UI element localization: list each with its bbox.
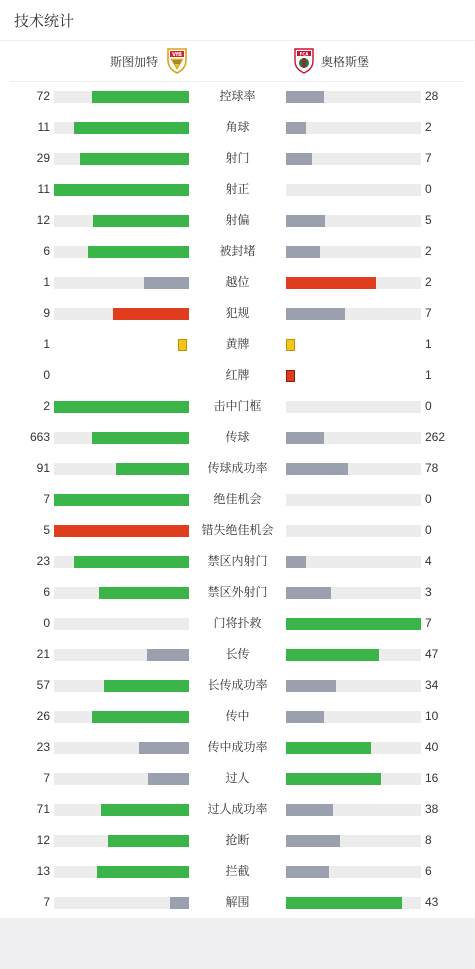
away-stat-bar-fill	[286, 618, 421, 630]
home-stat-bar	[54, 432, 189, 444]
stat-label: 射正	[225, 182, 250, 196]
away-stat-value: 0	[425, 399, 432, 413]
stat-label: 错失绝佳机会	[201, 523, 274, 537]
stat-label: 抢断	[225, 833, 250, 847]
stat-label: 射偏	[225, 213, 250, 227]
home-stat-bar-fill	[92, 432, 189, 444]
home-team[interactable]	[110, 48, 188, 74]
away-stat-value: 34	[425, 678, 439, 692]
home-stat-bar	[54, 122, 189, 134]
yellow-card-icon	[178, 339, 187, 351]
home-stat-bar-fill	[74, 122, 189, 134]
away-stat-value: 7	[425, 151, 432, 165]
stat-row	[0, 701, 475, 732]
stat-label: 禁区内射门	[207, 554, 268, 568]
away-stat-bar-fill	[286, 649, 379, 661]
away-stat-value: 4	[425, 554, 432, 568]
away-stat-value: 6	[425, 864, 432, 878]
stat-row	[0, 267, 475, 298]
divider	[0, 40, 475, 41]
home-stat-bar	[54, 463, 189, 475]
stat-row	[0, 329, 475, 360]
vfb-stuttgart-crest-icon	[166, 48, 188, 74]
home-team-name: 斯图加特	[109, 54, 158, 69]
home-stat-bar	[54, 804, 189, 816]
svg-text:FCA: FCA	[299, 51, 309, 57]
home-stat-bar	[54, 277, 189, 289]
away-stat-bar-fill	[286, 835, 340, 847]
home-stat-bar	[54, 587, 189, 599]
home-stat-bar-fill	[88, 246, 189, 258]
away-stat-bar-fill	[286, 308, 345, 320]
stat-row	[0, 608, 475, 639]
away-stat-value: 10	[425, 709, 439, 723]
away-stat-value: 16	[425, 771, 439, 785]
home-stat-bar	[54, 618, 189, 630]
home-stat-value: 6	[43, 585, 50, 599]
away-stat-bar	[286, 91, 421, 103]
stat-row	[0, 484, 475, 515]
home-stat-bar-fill	[54, 494, 189, 506]
home-stat-bar-fill	[104, 680, 189, 692]
away-stat-bar	[286, 649, 421, 661]
away-stat-value: 0	[425, 182, 432, 196]
fc-augsburg-crest-icon	[293, 48, 315, 74]
home-stat-bar-fill	[139, 742, 189, 754]
away-stat-bar	[286, 277, 421, 289]
home-stat-bar	[54, 649, 189, 661]
stat-row	[0, 236, 475, 267]
away-stat-value: 78	[425, 461, 439, 475]
home-stat-value: 0	[43, 368, 50, 382]
home-stat-bar-fill	[99, 587, 189, 599]
home-stat-bar-fill	[92, 91, 189, 103]
away-stat-value: 2	[425, 275, 432, 289]
away-stat-bar	[286, 184, 421, 196]
home-stat-value: 6	[43, 244, 50, 258]
away-stat-bar-fill	[286, 773, 381, 785]
away-stat-value: 5	[425, 213, 432, 227]
stat-label: 越位	[225, 275, 250, 289]
home-stat-bar	[54, 308, 189, 320]
away-stat-bar	[286, 215, 421, 227]
red-card-icon	[286, 370, 295, 382]
away-stat-value: 3	[425, 585, 432, 599]
away-stat-bar	[286, 494, 421, 506]
home-stat-bar-fill	[147, 649, 189, 661]
home-stat-bar-fill	[170, 897, 189, 909]
away-team[interactable]	[293, 48, 369, 74]
home-stat-value: 26	[36, 709, 50, 723]
stat-label: 角球	[225, 120, 250, 134]
away-stat-value: 0	[425, 523, 432, 537]
home-stat-value: 7	[43, 895, 50, 909]
home-stat-value: 13	[36, 864, 50, 878]
away-stat-value: 2	[425, 120, 432, 134]
stat-label: 黄牌	[225, 337, 250, 351]
away-stat-bar	[286, 897, 421, 909]
away-stat-bar-fill	[286, 711, 324, 723]
away-stat-bar-fill	[286, 866, 329, 878]
away-stat-bar-fill	[286, 804, 333, 816]
home-stat-bar	[54, 866, 189, 878]
away-stat-bar-fill	[286, 556, 306, 568]
home-stat-value: 23	[36, 554, 50, 568]
away-stat-value: 0	[425, 492, 432, 506]
away-stat-value: 8	[425, 833, 432, 847]
home-stat-value: 7	[43, 771, 50, 785]
stat-row	[0, 856, 475, 887]
home-stat-value: 7	[43, 492, 50, 506]
home-stat-bar	[54, 184, 189, 196]
away-stat-value: 40	[425, 740, 439, 754]
away-stat-bar-fill	[286, 277, 376, 289]
home-stat-bar	[54, 401, 189, 413]
svg-text:VfB: VfB	[172, 52, 182, 58]
home-stat-bar	[54, 680, 189, 692]
home-stat-bar	[54, 525, 189, 537]
home-stat-value: 11	[37, 182, 50, 196]
stat-label: 绝佳机会	[213, 492, 262, 506]
stat-row	[0, 453, 475, 484]
home-stat-value: 91	[36, 461, 50, 475]
stat-label: 长传	[225, 647, 250, 661]
away-stat-value: 47	[425, 647, 439, 661]
away-stat-bar	[286, 742, 421, 754]
home-stat-bar-fill	[92, 711, 189, 723]
home-stat-bar	[54, 835, 189, 847]
home-stat-bar-fill	[144, 277, 189, 289]
home-stat-bar	[54, 742, 189, 754]
stat-row	[0, 515, 475, 546]
home-stat-bar	[54, 215, 189, 227]
home-stat-value: 12	[36, 213, 50, 227]
away-stat-value: 2	[425, 244, 432, 258]
home-stat-value: 663	[29, 430, 50, 444]
away-stat-bar	[286, 122, 421, 134]
home-stat-bar	[54, 556, 189, 568]
home-stat-bar-fill	[74, 556, 189, 568]
home-stat-value: 71	[36, 802, 50, 816]
home-stat-bar-fill	[80, 153, 189, 165]
home-stat-bar	[54, 494, 189, 506]
stat-label: 禁区外射门	[207, 585, 268, 599]
away-stat-bar	[286, 463, 421, 475]
away-stat-bar-fill	[286, 122, 306, 134]
home-stat-bar	[54, 91, 189, 103]
home-stat-value: 2	[43, 399, 50, 413]
away-stat-value: 28	[425, 89, 439, 103]
stat-label: 击中门框	[213, 399, 262, 413]
away-stat-value: 1	[425, 337, 432, 351]
stat-row	[0, 391, 475, 422]
away-stat-value: 7	[425, 306, 432, 320]
away-stat-bar-fill	[286, 742, 371, 754]
stat-label: 过人成功率	[207, 802, 268, 816]
home-stat-bar-fill	[113, 308, 189, 320]
stat-row	[0, 143, 475, 174]
away-stat-bar	[286, 246, 421, 258]
stat-row	[0, 546, 475, 577]
home-stat-bar-fill	[97, 866, 189, 878]
away-stat-bar	[286, 556, 421, 568]
away-stat-bar-fill	[286, 897, 402, 909]
stat-row	[0, 112, 475, 143]
away-stat-bar-fill	[286, 432, 324, 444]
away-stat-value: 1	[425, 368, 432, 382]
stat-label: 传球成功率	[207, 461, 268, 475]
away-stat-bar-fill	[286, 587, 331, 599]
away-stat-bar	[286, 618, 421, 630]
stat-row	[0, 422, 475, 453]
home-stat-bar	[54, 897, 189, 909]
away-stat-value: 7	[425, 616, 432, 630]
home-stat-value: 57	[36, 678, 50, 692]
home-stat-value: 5	[43, 523, 50, 537]
away-stat-bar-fill	[286, 246, 320, 258]
stat-label: 被封堵	[219, 244, 256, 258]
stat-label: 传中	[225, 709, 250, 723]
stat-label: 传中成功率	[207, 740, 268, 754]
home-stat-bar	[54, 153, 189, 165]
stat-label: 过人	[225, 771, 250, 785]
home-stat-value: 12	[36, 833, 50, 847]
home-stat-bar-fill	[101, 804, 189, 816]
home-stat-bar-fill	[54, 525, 189, 537]
stat-row	[0, 174, 475, 205]
away-stat-bar-fill	[286, 215, 325, 227]
away-stat-bar-fill	[286, 680, 336, 692]
away-stat-value: 38	[425, 802, 439, 816]
home-stat-value: 1	[43, 275, 50, 289]
stat-label: 传球	[225, 430, 250, 444]
stat-row	[0, 825, 475, 856]
stat-row	[0, 205, 475, 236]
stat-row	[0, 887, 475, 918]
stat-row	[0, 298, 475, 329]
home-stat-bar-fill	[148, 773, 189, 785]
stat-label: 长传成功率	[207, 678, 268, 692]
stats-list	[0, 81, 475, 918]
stat-row	[0, 732, 475, 763]
away-stat-bar	[286, 153, 421, 165]
stat-row	[0, 639, 475, 670]
away-stat-bar	[286, 804, 421, 816]
home-stat-bar	[54, 773, 189, 785]
home-stat-value: 29	[36, 151, 50, 165]
away-stat-bar	[286, 432, 421, 444]
section-title: 技术统计	[14, 13, 75, 30]
away-stat-bar	[286, 401, 421, 413]
away-team-name: 奥格斯堡	[321, 54, 370, 69]
away-stat-bar	[286, 866, 421, 878]
yellow-card-icon	[286, 339, 295, 351]
home-stat-bar-fill	[116, 463, 189, 475]
home-stat-value: 23	[36, 740, 50, 754]
away-stat-bar-fill	[286, 463, 348, 475]
away-stat-bar	[286, 835, 421, 847]
away-stat-value: 262	[425, 430, 446, 444]
stat-row	[0, 577, 475, 608]
home-stat-value: 72	[36, 89, 50, 103]
stat-label: 射门	[225, 151, 250, 165]
home-stat-value: 11	[37, 120, 50, 134]
away-stat-bar	[286, 525, 421, 537]
home-stat-bar-fill	[108, 835, 189, 847]
home-stat-bar-fill	[54, 401, 189, 413]
home-stat-value: 21	[36, 647, 50, 661]
home-stat-bar	[54, 711, 189, 723]
stat-label: 红牌	[225, 368, 250, 382]
home-stat-bar	[54, 246, 189, 258]
stat-row	[0, 360, 475, 391]
stat-row	[0, 794, 475, 825]
home-stat-value: 1	[43, 337, 50, 351]
away-stat-bar	[286, 773, 421, 785]
home-stat-value: 9	[43, 306, 50, 320]
home-stat-bar-fill	[93, 215, 189, 227]
stat-label: 犯规	[225, 306, 250, 320]
away-stat-bar-fill	[286, 153, 312, 165]
home-stat-bar-fill	[54, 184, 189, 196]
away-stat-bar	[286, 711, 421, 723]
stat-label: 解围	[225, 895, 250, 909]
away-stat-bar-fill	[286, 91, 324, 103]
away-stat-value: 43	[425, 895, 439, 909]
stat-row	[0, 81, 475, 112]
away-stat-bar	[286, 680, 421, 692]
home-stat-value: 0	[43, 616, 50, 630]
stat-label: 门将扑救	[213, 616, 262, 630]
stat-row	[0, 763, 475, 794]
stat-label: 控球率	[219, 89, 256, 103]
stat-label: 拦截	[225, 864, 250, 878]
stat-row	[0, 670, 475, 701]
away-stat-bar	[286, 308, 421, 320]
away-stat-bar	[286, 587, 421, 599]
